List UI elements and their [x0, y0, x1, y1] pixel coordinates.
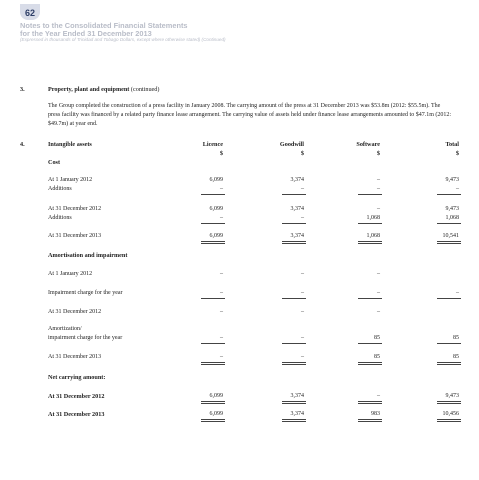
cell-total: 1,068: [445, 215, 459, 221]
underline: [358, 343, 382, 344]
cell-software: –: [377, 271, 380, 277]
underline: [358, 194, 382, 195]
cell-licence: –: [220, 354, 223, 360]
col-header-goodwill: Goodwill: [279, 141, 304, 148]
cell-goodwill: 3,374: [290, 177, 304, 183]
cell-total: 9,473: [445, 177, 459, 183]
double-underline: [201, 419, 225, 422]
col-header-software: Software: [356, 141, 380, 148]
cell-goodwill: 3,374: [290, 411, 304, 417]
cell-software: 983: [371, 411, 380, 417]
cell-total: –: [456, 290, 459, 296]
cell-goodwill: –: [301, 271, 304, 277]
page-number-badge: 62: [20, 4, 40, 20]
row-label: Additions: [48, 186, 72, 192]
cell-goodwill: –: [301, 335, 304, 341]
cell-goodwill: 3,374: [290, 233, 304, 239]
double-underline: [282, 241, 306, 244]
cell-software: –: [377, 186, 380, 192]
section-4-number: 4.: [20, 141, 25, 148]
cell-software: –: [377, 177, 380, 183]
cell-licence: –: [220, 215, 223, 221]
cell-licence: –: [220, 271, 223, 277]
underline: [201, 223, 225, 224]
row-label: At 1 January 2012: [48, 177, 93, 183]
col-header-total: Total: [445, 141, 459, 148]
double-underline: [358, 362, 382, 365]
cell-software: –: [377, 290, 380, 296]
double-underline: [437, 241, 461, 244]
cell-licence: 6,099: [209, 233, 223, 239]
col-header-licence: Licence: [202, 141, 223, 148]
cell-goodwill: –: [301, 186, 304, 192]
double-underline: [282, 401, 306, 404]
row-label-line1: Amortization/: [48, 326, 82, 332]
cost-heading: Cost: [48, 159, 61, 166]
underline: [282, 194, 306, 195]
double-underline: [201, 401, 225, 404]
double-underline: [201, 241, 225, 244]
cell-goodwill: 3,374: [290, 206, 304, 212]
underline: [437, 343, 461, 344]
double-underline: [358, 241, 382, 244]
cell-total: 85: [453, 335, 459, 341]
double-underline: [201, 362, 225, 365]
cell-software: 85: [374, 335, 380, 341]
section-3-title: [48, 86, 159, 93]
cell-goodwill: –: [301, 354, 304, 360]
cell-total: –: [456, 186, 459, 192]
underline: [282, 298, 306, 299]
underline: [358, 298, 382, 299]
underline: [358, 223, 382, 224]
section-3-paragraph: The Group completed the construction of a press facility in January 2008. The carrying amount of the press at 31 December 2013 was $53.8m (2012: $55.5m). The press facility was financed by a related party finance lease arrangement. The carrying value of assets held under finance lease arrangements amounted to $47.1m (2012: $49.7m) at year end.: [48, 103, 452, 127]
cell-total: 85: [453, 354, 459, 360]
cell-software: 1,068: [366, 215, 380, 221]
col-unit-licence: $: [219, 150, 223, 157]
row-label: At 31 December 2012: [48, 206, 102, 212]
double-underline: [358, 401, 382, 404]
underline: [437, 194, 461, 195]
double-underline: [437, 362, 461, 365]
cell-total: 9,473: [445, 393, 459, 399]
amortisation-heading: Amortisation and impairment: [48, 252, 128, 259]
row-label: At 31 December 2012: [48, 309, 102, 315]
underline: [282, 343, 306, 344]
cell-software: –: [377, 206, 380, 212]
cell-goodwill: –: [301, 290, 304, 296]
row-label: Impairment charge for the year: [48, 290, 123, 296]
cell-licence: –: [220, 290, 223, 296]
col-unit-software: $: [376, 150, 380, 157]
row-label-line2: impairment charge for the year: [48, 335, 123, 341]
cell-licence: –: [220, 309, 223, 315]
row-label: At 31 December 2013: [48, 354, 102, 360]
cell-total: 9,473: [445, 206, 459, 212]
row-label: At 31 December 2013: [48, 411, 105, 418]
cell-software: 1,068: [366, 233, 380, 239]
double-underline: [437, 401, 461, 404]
underline: [282, 223, 306, 224]
double-underline: [282, 362, 306, 365]
cell-total: 10,541: [442, 233, 459, 239]
net-carrying-heading: Net carrying amount:: [48, 374, 106, 381]
row-label: At 31 December 2012: [48, 393, 105, 400]
underline: [201, 194, 225, 195]
section-3-title-text: Property, plant and equipment: [48, 86, 130, 93]
cell-licence: –: [220, 186, 223, 192]
header-note: (Expressed in thousands of Trinidad and Tobago Dollars, except where otherwise stated) (Continued): [20, 37, 226, 42]
cell-licence: 6,099: [209, 206, 223, 212]
col-unit-goodwill: $: [300, 150, 304, 157]
section-3-number: 3.: [20, 86, 25, 93]
cell-licence: 6,099: [209, 177, 223, 183]
row-label: At 31 December 2013: [48, 233, 102, 239]
cell-licence: 6,099: [209, 411, 223, 417]
underline: [201, 343, 225, 344]
cell-software: –: [377, 393, 380, 399]
col-unit-total: $: [455, 150, 459, 157]
cell-total: 10,456: [442, 411, 459, 417]
cell-goodwill: –: [301, 309, 304, 315]
row-label: At 1 January 2012: [48, 271, 93, 277]
underline: [201, 298, 225, 299]
double-underline: [358, 419, 382, 422]
underline: [437, 298, 461, 299]
header-title: Notes to the Consolidated Financial Statements: [20, 21, 188, 30]
section-4-title: Intangible assets: [48, 141, 92, 148]
cell-goodwill: –: [301, 215, 304, 221]
cell-licence: –: [220, 335, 223, 341]
cell-software: –: [377, 309, 380, 315]
cell-licence: 6,099: [209, 393, 223, 399]
double-underline: [437, 419, 461, 422]
cell-software: 85: [374, 354, 380, 360]
header-subtitle: for the Year Ended 31 December 2013: [20, 29, 152, 38]
row-label: Additions: [48, 215, 72, 221]
section-3-title-suffix: (continued): [130, 86, 160, 93]
cell-goodwill: 3,374: [290, 393, 304, 399]
double-underline: [282, 419, 306, 422]
underline: [437, 223, 461, 224]
